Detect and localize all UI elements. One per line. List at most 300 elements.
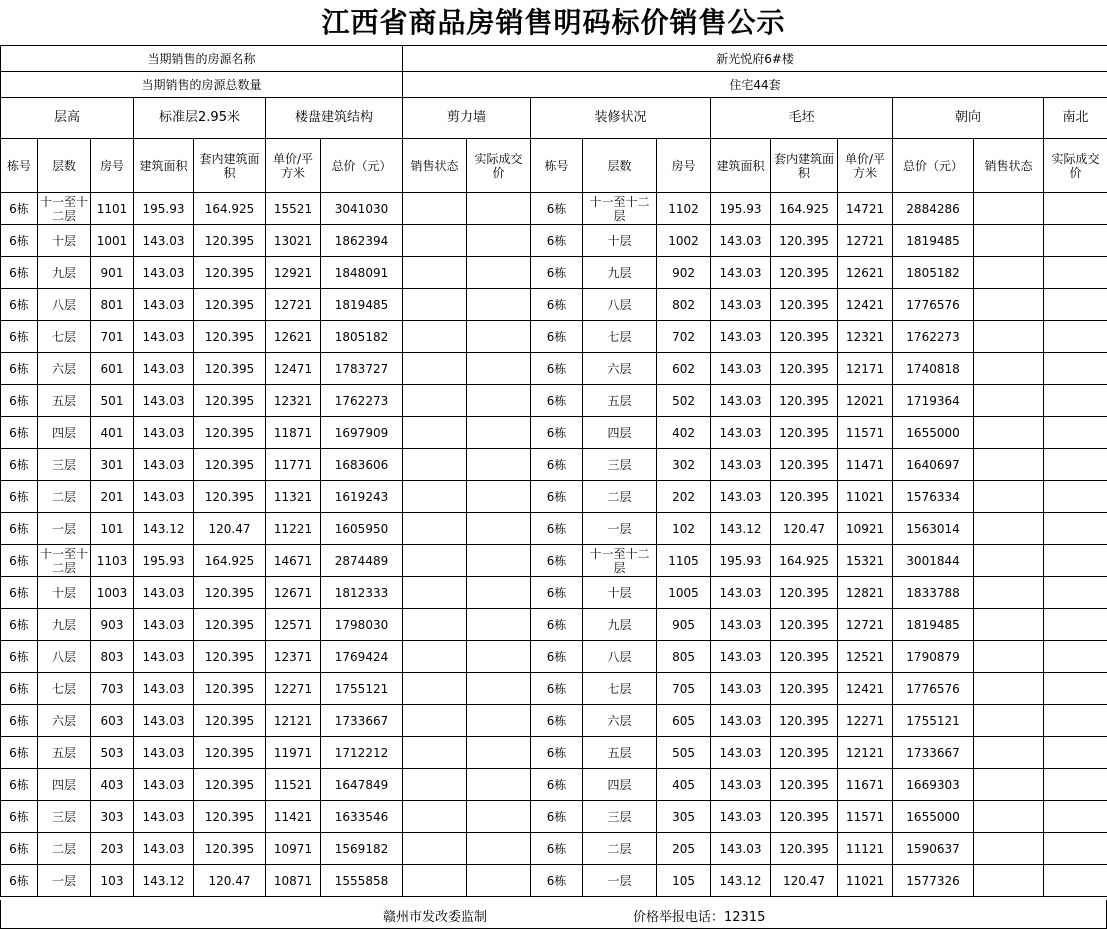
cell-sale-status [403,609,467,641]
table-row [1,577,1107,609]
cell-room: 601 [91,353,134,385]
cell-room: 701 [91,321,134,353]
floor-height-label: 层高 [1,98,134,139]
cell-room: 902 [657,257,711,289]
cell-area: 143.12 [134,513,194,545]
cell-room: 1003 [91,577,134,609]
cell-unit-price: 11971 [266,737,321,769]
cell-sale-status [403,257,467,289]
cell-building: 6栋 [1,545,38,577]
cell-room: 402 [657,417,711,449]
cell-floor: 三层 [38,801,91,833]
cell-building: 6栋 [1,449,38,481]
cell-room: 905 [657,609,711,641]
cell-inner-area: 120.395 [771,353,838,385]
cell-inner-area: 120.395 [771,257,838,289]
cell-area: 143.03 [134,673,194,705]
cell-deal-price [467,289,531,321]
cell-total-price: 1776576 [893,289,974,321]
cell-inner-area: 120.395 [194,705,266,737]
column-header: 层数 [38,139,91,193]
cell-sale-status [974,353,1044,385]
cell-floor: 三层 [583,801,657,833]
cell-area: 143.03 [711,673,771,705]
cell-area: 143.03 [711,321,771,353]
house-count-label: 当期销售的房源总数量 [1,72,403,98]
cell-sale-status [974,609,1044,641]
cell-inner-area: 120.47 [771,865,838,897]
cell-inner-area: 120.395 [771,641,838,673]
cell-sale-status [403,545,467,577]
cell-total-price: 2874489 [321,545,403,577]
cell-inner-area: 120.395 [194,225,266,257]
cell-unit-price: 12171 [838,353,893,385]
cell-sale-status [403,193,467,225]
cell-unit-price: 11471 [838,449,893,481]
table-row [1,481,1107,513]
cell-deal-price [1044,769,1107,801]
cell-building: 6栋 [531,481,583,513]
cell-unit-price: 12671 [266,577,321,609]
cell-deal-price [467,321,531,353]
cell-building: 6栋 [531,673,583,705]
cell-area: 143.03 [134,321,194,353]
cell-unit-price: 12621 [266,321,321,353]
cell-total-price: 1805182 [321,321,403,353]
cell-floor: 十一至十二层 [583,545,657,577]
cell-sale-status [974,801,1044,833]
cell-inner-area: 120.395 [194,417,266,449]
table-row [1,417,1107,449]
cell-deal-price [467,737,531,769]
cell-building: 6栋 [531,833,583,865]
cell-total-price: 1798030 [321,609,403,641]
cell-unit-price: 12121 [266,705,321,737]
cell-unit-price: 11021 [838,865,893,897]
cell-inner-area: 120.395 [194,833,266,865]
cell-deal-price [467,609,531,641]
cell-floor: 十层 [38,577,91,609]
cell-inner-area: 120.395 [194,609,266,641]
cell-area: 143.03 [711,449,771,481]
cell-floor: 九层 [583,609,657,641]
cell-floor: 一层 [583,513,657,545]
cell-building: 6栋 [531,289,583,321]
cell-room: 102 [657,513,711,545]
cell-floor: 十一至十二层 [583,193,657,225]
cell-building: 6栋 [1,641,38,673]
cell-floor: 二层 [583,833,657,865]
table-row [1,385,1107,417]
cell-total-price: 1576334 [893,481,974,513]
cell-deal-price [1044,225,1107,257]
cell-area: 143.03 [134,833,194,865]
table-row [1,705,1107,737]
cell-unit-price: 11771 [266,449,321,481]
cell-floor: 七层 [38,673,91,705]
cell-area: 143.03 [711,481,771,513]
cell-unit-price: 12321 [266,385,321,417]
cell-unit-price: 12921 [266,257,321,289]
cell-inner-area: 120.395 [771,609,838,641]
cell-room: 802 [657,289,711,321]
cell-floor: 四层 [583,417,657,449]
cell-inner-area: 120.395 [771,737,838,769]
cell-area: 143.03 [134,225,194,257]
cell-deal-price [1044,865,1107,897]
info-row-count [1,72,1107,98]
cell-building: 6栋 [1,737,38,769]
cell-total-price: 1819485 [893,225,974,257]
cell-sale-status [974,641,1044,673]
cell-deal-price [1044,609,1107,641]
cell-unit-price: 12721 [838,609,893,641]
cell-sale-status [974,513,1044,545]
cell-building: 6栋 [1,385,38,417]
cell-unit-price: 11671 [838,769,893,801]
cell-floor: 八层 [583,641,657,673]
cell-building: 6栋 [1,417,38,449]
column-header: 实际成交价 [467,139,531,193]
cell-area: 143.03 [711,705,771,737]
cell-sale-status [974,705,1044,737]
cell-sale-status [974,769,1044,801]
cell-area: 143.03 [711,641,771,673]
cell-room: 501 [91,385,134,417]
cell-inner-area: 164.925 [194,193,266,225]
cell-inner-area: 120.395 [771,321,838,353]
table-row [1,545,1107,577]
cell-deal-price [1044,385,1107,417]
cell-floor: 二层 [583,481,657,513]
cell-total-price: 2884286 [893,193,974,225]
cell-unit-price: 12821 [838,577,893,609]
cell-deal-price [467,801,531,833]
column-header-row [1,139,1107,193]
cell-deal-price [467,449,531,481]
cell-floor: 七层 [583,673,657,705]
cell-floor: 五层 [583,737,657,769]
cell-floor: 八层 [38,641,91,673]
cell-inner-area: 120.395 [194,641,266,673]
orientation-value: 南北 [1044,98,1107,139]
cell-unit-price: 10971 [266,833,321,865]
cell-area: 143.12 [711,513,771,545]
cell-room: 602 [657,353,711,385]
cell-total-price: 3001844 [893,545,974,577]
cell-deal-price [1044,513,1107,545]
cell-area: 195.93 [711,193,771,225]
table-row [1,769,1107,801]
cell-sale-status [403,737,467,769]
cell-area: 143.03 [134,769,194,801]
orientation-label: 朝向 [893,98,1044,139]
cell-unit-price: 11571 [838,417,893,449]
cell-room: 201 [91,481,134,513]
cell-floor: 十一至十二层 [38,193,91,225]
cell-area: 143.03 [134,577,194,609]
cell-deal-price [467,385,531,417]
cell-area: 143.03 [711,577,771,609]
cell-building: 6栋 [1,289,38,321]
cell-unit-price: 12021 [838,385,893,417]
table-row [1,801,1107,833]
cell-total-price: 1776576 [893,673,974,705]
cell-room: 603 [91,705,134,737]
column-header: 单价/平方米 [266,139,321,193]
cell-room: 901 [91,257,134,289]
cell-room: 801 [91,289,134,321]
cell-unit-price: 13021 [266,225,321,257]
cell-sale-status [974,257,1044,289]
cell-sale-status [403,353,467,385]
cell-total-price: 1605950 [321,513,403,545]
house-name-value: 新光悦府6#楼 [403,46,1107,72]
cell-building: 6栋 [531,321,583,353]
cell-inner-area: 120.395 [194,449,266,481]
cell-deal-price [467,577,531,609]
cell-room: 101 [91,513,134,545]
cell-unit-price: 12621 [838,257,893,289]
cell-area: 143.03 [134,257,194,289]
cell-inner-area: 164.925 [771,193,838,225]
cell-area: 143.03 [134,481,194,513]
table-row [1,833,1107,865]
cell-area: 143.03 [134,705,194,737]
cell-total-price: 1640697 [893,449,974,481]
cell-total-price: 1655000 [893,417,974,449]
cell-inner-area: 164.925 [194,545,266,577]
cell-deal-price [467,257,531,289]
table-row [1,673,1107,705]
cell-deal-price [467,513,531,545]
column-header: 实际成交价 [1044,139,1107,193]
cell-inner-area: 120.395 [771,417,838,449]
cell-building: 6栋 [1,801,38,833]
cell-building: 6栋 [531,257,583,289]
cell-area: 143.03 [711,769,771,801]
cell-inner-area: 120.395 [771,577,838,609]
cell-unit-price: 11521 [266,769,321,801]
cell-total-price: 1733667 [893,737,974,769]
cell-area: 143.12 [134,865,194,897]
column-header: 房号 [91,139,134,193]
cell-building: 6栋 [531,705,583,737]
cell-area: 143.03 [711,737,771,769]
cell-sale-status [403,289,467,321]
cell-room: 305 [657,801,711,833]
cell-inner-area: 120.395 [194,353,266,385]
cell-total-price: 1848091 [321,257,403,289]
cell-room: 103 [91,865,134,897]
cell-area: 143.03 [134,417,194,449]
column-header: 房号 [657,139,711,193]
table-row [1,641,1107,673]
cell-room: 803 [91,641,134,673]
cell-unit-price: 12371 [266,641,321,673]
cell-total-price: 1740818 [893,353,974,385]
cell-room: 105 [657,865,711,897]
cell-floor: 五层 [38,385,91,417]
cell-room: 1102 [657,193,711,225]
cell-room: 705 [657,673,711,705]
cell-deal-price [1044,289,1107,321]
cell-deal-price [467,417,531,449]
cell-room: 1101 [91,193,134,225]
column-header: 栋号 [1,139,38,193]
cell-sale-status [974,481,1044,513]
cell-deal-price [1044,801,1107,833]
cell-total-price: 1697909 [321,417,403,449]
cell-total-price: 1755121 [893,705,974,737]
cell-total-price: 1733667 [321,705,403,737]
cell-floor: 六层 [583,353,657,385]
cell-deal-price [467,545,531,577]
cell-room: 1103 [91,545,134,577]
cell-inner-area: 120.47 [194,865,266,897]
cell-floor: 五层 [583,385,657,417]
cell-total-price: 1819485 [321,289,403,321]
cell-inner-area: 120.395 [771,833,838,865]
cell-building: 6栋 [531,577,583,609]
cell-floor: 八层 [38,289,91,321]
table-row [1,865,1107,897]
cell-deal-price [1044,353,1107,385]
cell-sale-status [974,225,1044,257]
cell-inner-area: 120.395 [771,225,838,257]
info-row-name [1,46,1107,72]
cell-building: 6栋 [1,833,38,865]
cell-building: 6栋 [531,417,583,449]
cell-room: 1105 [657,545,711,577]
cell-floor: 十层 [583,577,657,609]
cell-room: 805 [657,641,711,673]
cell-area: 195.93 [134,545,194,577]
cell-sale-status [403,673,467,705]
cell-building: 6栋 [531,449,583,481]
cell-unit-price: 11121 [838,833,893,865]
cell-deal-price [1044,833,1107,865]
cell-deal-price [467,225,531,257]
cell-room: 405 [657,769,711,801]
cell-deal-price [1044,577,1107,609]
cell-total-price: 1669303 [893,769,974,801]
cell-area: 143.03 [711,801,771,833]
cell-building: 6栋 [531,737,583,769]
cell-floor: 七层 [583,321,657,353]
cell-area: 143.03 [711,609,771,641]
cell-unit-price: 12471 [266,353,321,385]
cell-building: 6栋 [1,609,38,641]
cell-room: 703 [91,673,134,705]
cell-unit-price: 11421 [266,801,321,833]
cell-unit-price: 14721 [838,193,893,225]
cell-sale-status [403,769,467,801]
cell-floor: 六层 [38,705,91,737]
cell-sale-status [403,417,467,449]
cell-unit-price: 12421 [838,673,893,705]
cell-inner-area: 120.395 [194,321,266,353]
cell-room: 302 [657,449,711,481]
cell-total-price: 1683606 [321,449,403,481]
cell-sale-status [974,289,1044,321]
cell-building: 6栋 [531,513,583,545]
cell-sale-status [974,321,1044,353]
cell-total-price: 1819485 [893,609,974,641]
cell-floor: 十层 [38,225,91,257]
cell-deal-price [1044,321,1107,353]
house-count-value: 住宅44套 [403,72,1107,98]
price-table [0,45,1107,897]
cell-unit-price: 15521 [266,193,321,225]
cell-floor: 三层 [38,449,91,481]
cell-room: 1002 [657,225,711,257]
cell-area: 143.03 [711,417,771,449]
cell-total-price: 1762273 [321,385,403,417]
cell-unit-price: 12271 [838,705,893,737]
floor-height-value: 标准层2.95米 [134,98,266,139]
cell-total-price: 1655000 [893,801,974,833]
cell-deal-price [467,193,531,225]
column-header: 单价/平方米 [838,139,893,193]
cell-deal-price [1044,545,1107,577]
page-title: 江西省商品房销售明码标价销售公示 [321,6,786,39]
cell-room: 205 [657,833,711,865]
cell-sale-status [974,193,1044,225]
cell-area: 143.03 [711,289,771,321]
cell-unit-price: 11221 [266,513,321,545]
cell-total-price: 1762273 [893,321,974,353]
cell-building: 6栋 [1,193,38,225]
cell-building: 6栋 [1,577,38,609]
cell-area: 143.03 [134,801,194,833]
cell-inner-area: 120.395 [194,801,266,833]
cell-room: 203 [91,833,134,865]
house-name-label: 当期销售的房源名称 [1,46,403,72]
cell-inner-area: 120.395 [194,769,266,801]
cell-inner-area: 120.395 [771,449,838,481]
cell-area: 143.03 [134,449,194,481]
cell-floor: 一层 [38,513,91,545]
cell-sale-status [974,737,1044,769]
cell-building: 6栋 [531,353,583,385]
cell-total-price: 1719364 [893,385,974,417]
cell-sale-status [403,705,467,737]
cell-building: 6栋 [1,513,38,545]
cell-unit-price: 12721 [838,225,893,257]
cell-inner-area: 120.395 [771,769,838,801]
cell-deal-price [1044,481,1107,513]
cell-floor: 二层 [38,833,91,865]
column-header: 总价（元） [893,139,974,193]
cell-building: 6栋 [531,545,583,577]
cell-area: 143.12 [711,865,771,897]
cell-unit-price: 12421 [838,289,893,321]
cell-room: 605 [657,705,711,737]
cell-room: 1005 [657,577,711,609]
column-header: 层数 [583,139,657,193]
cell-deal-price [1044,449,1107,481]
cell-total-price: 1569182 [321,833,403,865]
cell-room: 503 [91,737,134,769]
table-row [1,513,1107,545]
column-header: 套内建筑面积 [771,139,838,193]
cell-floor: 一层 [583,865,657,897]
cell-total-price: 1590637 [893,833,974,865]
cell-building: 6栋 [531,609,583,641]
cell-room: 303 [91,801,134,833]
column-header: 建筑面积 [134,139,194,193]
